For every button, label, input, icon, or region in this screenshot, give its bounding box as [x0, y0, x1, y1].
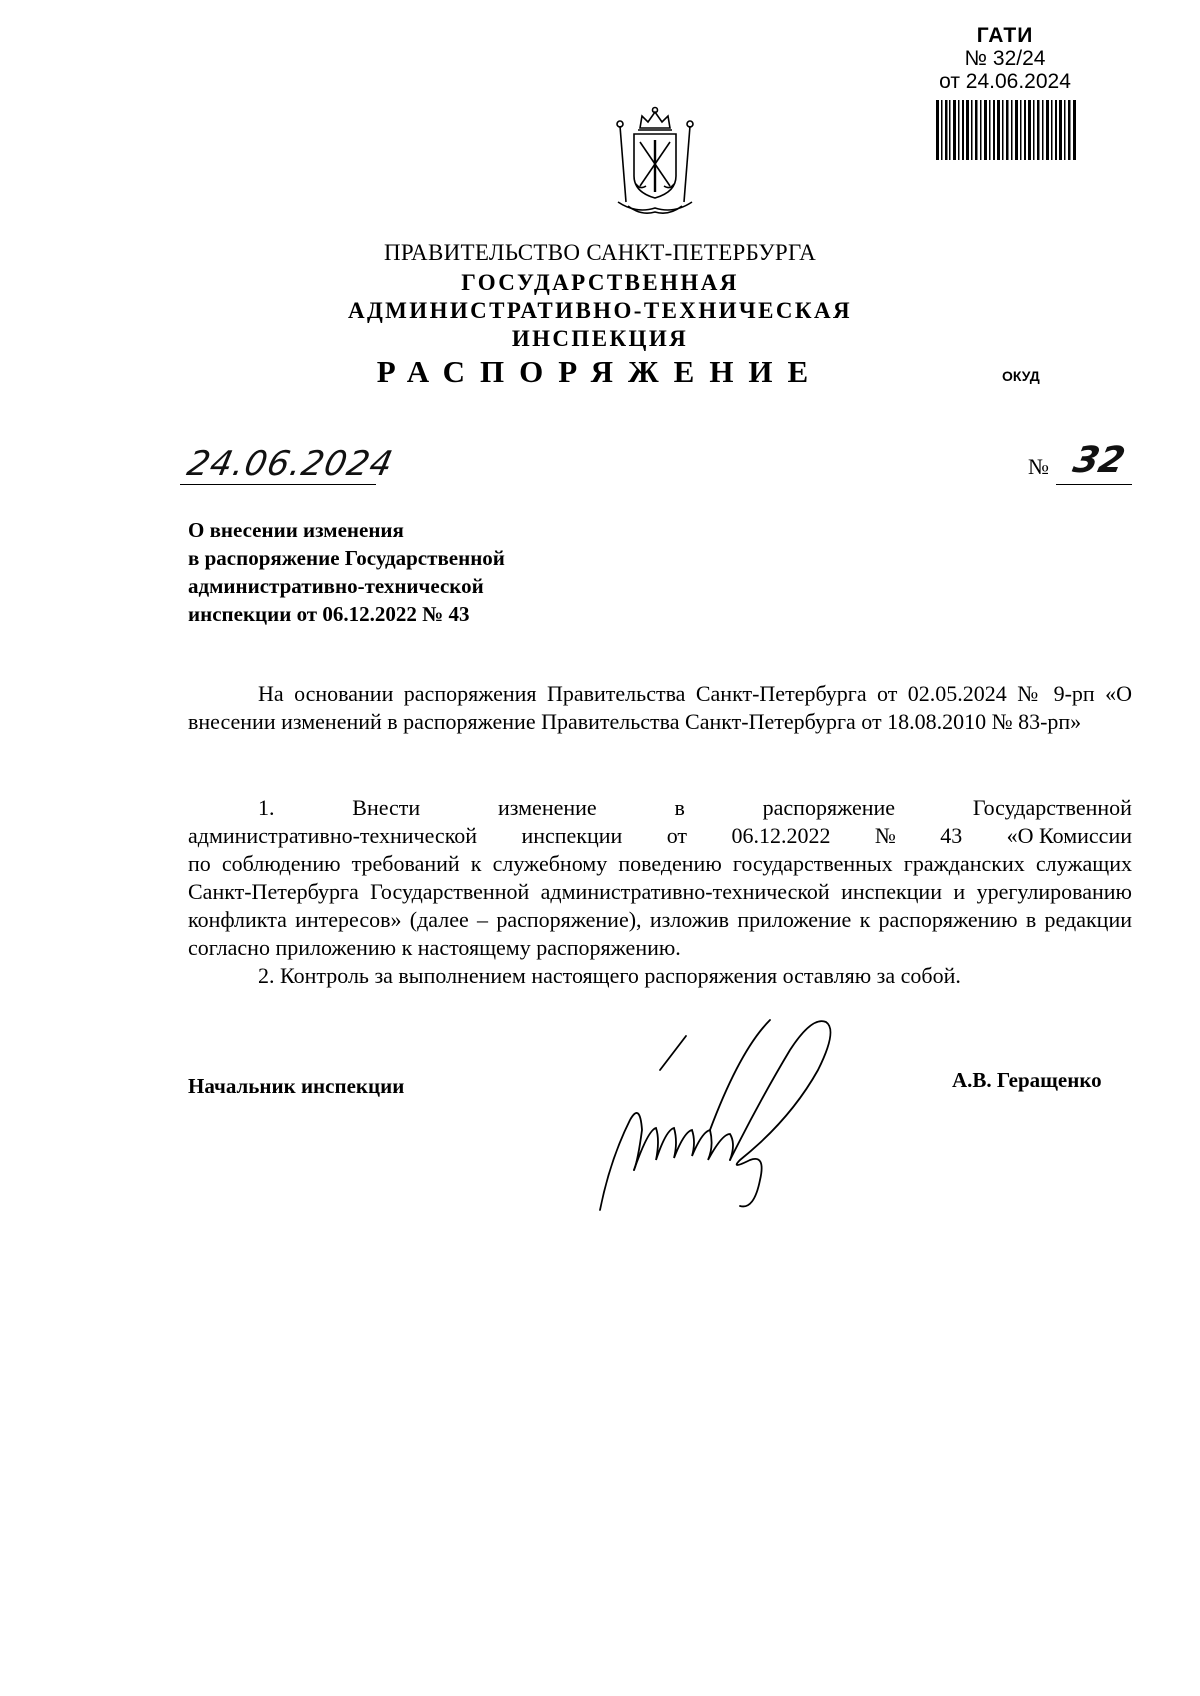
date-underline: [180, 484, 376, 485]
barcode-icon: [936, 100, 1076, 160]
paragraph-line: [188, 794, 1132, 822]
document-type: РАСПОРЯЖЕНИЕ: [376, 354, 824, 389]
handwritten-number: 32: [1069, 440, 1129, 481]
government-title: ПРАВИТЕЛЬСТВО САНКТ-ПЕТЕРБУРГА: [383, 240, 817, 265]
word: №: [874, 823, 896, 848]
word: «О Комиссии: [1006, 823, 1132, 848]
paragraph-basis: [188, 680, 1132, 736]
subject-line: О внесении изменения: [188, 518, 404, 542]
number-label: №: [1028, 454, 1049, 479]
agency-title-line: АДМИНИСТРАТИВНО-ТЕХНИЧЕСКАЯ: [347, 298, 853, 323]
number-underline: [1056, 484, 1132, 485]
paragraph-text: На основании распоряжения Правительства Санкт-Петербурга от 02.05.2024 № 9-рп «О внесении изменений в распоряжение Правительства Санкт-Петербурга от 18.08.2010 № 83-рп»: [188, 681, 1132, 734]
document-subject: [188, 516, 505, 628]
registration-org: ГАТИ: [976, 24, 1034, 47]
signature-icon: [590, 1010, 850, 1220]
agency-title-line: ГОСУДАРСТВЕННАЯ: [461, 270, 739, 295]
coat-of-arms-icon: [606, 106, 704, 218]
word: Государственной: [972, 795, 1132, 820]
okud-label: ОКУД: [1002, 368, 1040, 384]
word: 06.12.2022: [731, 823, 831, 848]
word: изменение: [497, 795, 597, 820]
agency-title-line: ИНСПЕКЦИЯ: [511, 326, 689, 351]
word: 43: [940, 823, 963, 848]
registration-date: от 24.06.2024: [939, 70, 1071, 93]
word: административно-технической: [188, 823, 478, 848]
signatory-name: А.В. Геращенко: [952, 1068, 1102, 1092]
word: Внести: [352, 795, 421, 820]
subject-line: административно-технической: [188, 574, 484, 598]
word: от: [666, 823, 688, 848]
paragraph-text: по соблюдению требований к служебному поведению государственных гражданских служащих Санкт-Петербурга Государственной административно-технической инспекции и урегулированию конфликта интересов» (далее – распоряжение), изложив приложение к распоряжению в редакции согласно приложению к настоящему распоряжению.: [188, 851, 1132, 960]
registration-number: № 32/24: [964, 47, 1046, 70]
word: в: [674, 795, 685, 820]
signatory-title: Начальник инспекции: [188, 1074, 405, 1098]
subject-line: инспекции от 06.12.2022 № 43: [188, 602, 470, 626]
subject-line: в распоряжение Государственной: [188, 546, 505, 570]
word: распоряжение: [762, 795, 896, 820]
paragraph-item-1: [188, 794, 1132, 962]
handwritten-date: 24.06.2024: [183, 444, 397, 484]
word: 1.: [258, 795, 275, 820]
paragraph-line: [188, 822, 1132, 850]
word: инспекции: [521, 823, 623, 848]
registration-stamp: [930, 24, 1080, 93]
paragraph-item-2: 2. Контроль за выполнением настоящего распоряжения оставляю за собой.: [258, 963, 961, 988]
